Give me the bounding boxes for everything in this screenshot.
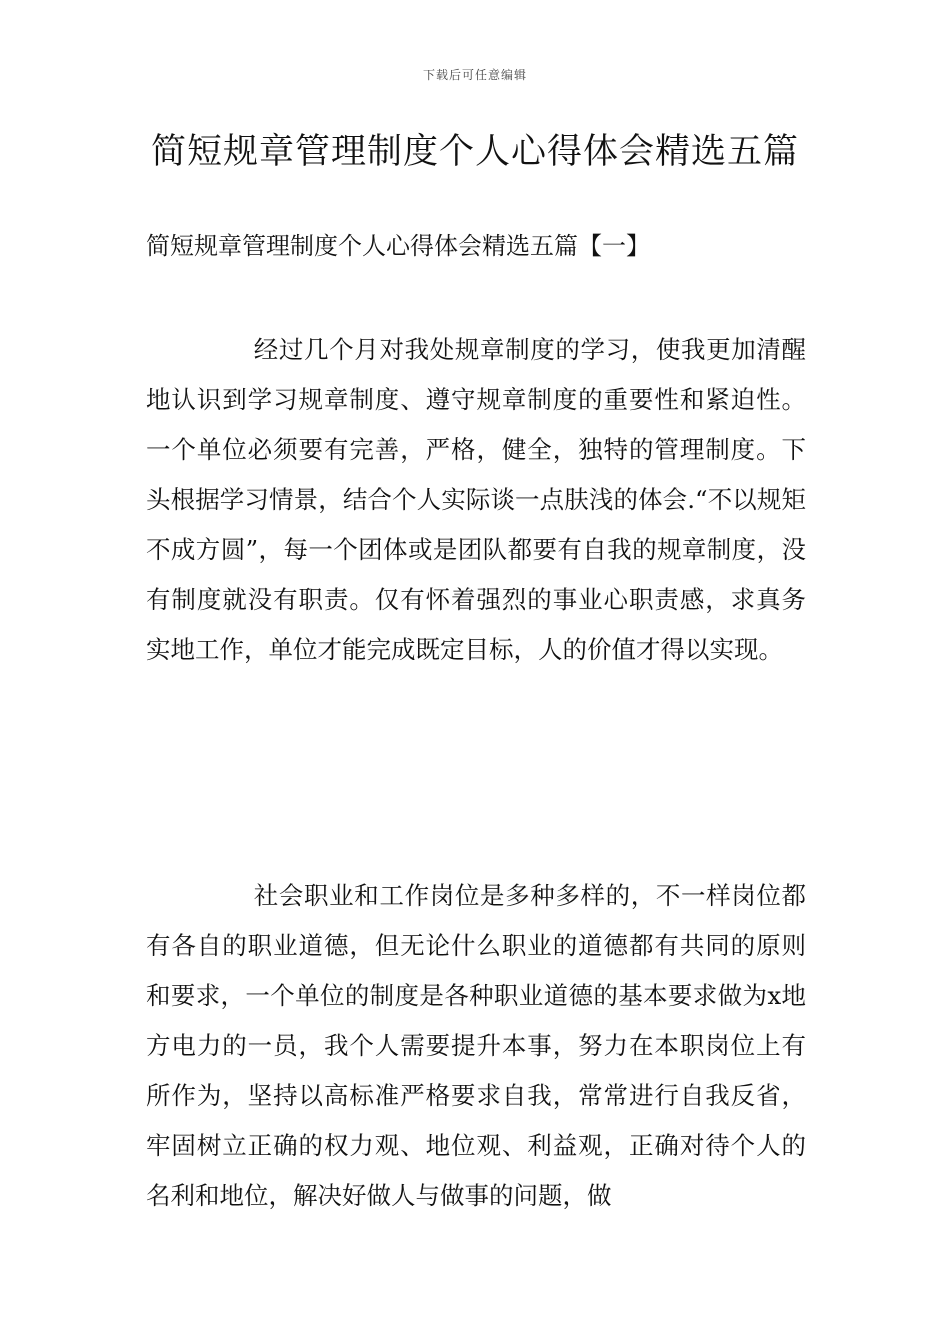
header-note: 下载后可任意编辑	[422, 68, 527, 82]
document-title: 简短规章管理制度个人心得体会精选五篇	[150, 132, 799, 172]
paragraph-1: 经过几个月对我处规章制度的学习，使我更加清醒地认识到学习规章制度、遵守规章制度的重要性和紧迫性。一个单位必须要有完善，严格，健全，独特的管理制度。下头根据学习情景，结合个人实际谈一点肤浅的体会.“不以规矩不成方圆”，每一个团体或是团队都要有自我的规章制度，没有制度就没有职责。仅有怀着强烈的事业心职责感，求真务实地工作，单位才能完成既定目标，人的价值才得以实现。	[146, 335, 806, 664]
paragraph-2: 社会职业和工作岗位是多种多样的，不一样岗位都有各自的职业道德，但无论什么职业的道德都有共同的原则和要求，一个单位的制度是各种职业道德的基本要求做为x地方电力的一员，我个人需要提升本事，努力在本职岗位上有所作为，坚持以高标准严格要求自我，常常进行自我反省，牢固树立正确的权力观、地位观、利益观，正确对待个人的名利和地位，解决好做人与做事的问题，做	[146, 881, 806, 1210]
section-heading: 简短规章管理制度个人心得体会精选五篇【一】	[146, 232, 650, 260]
